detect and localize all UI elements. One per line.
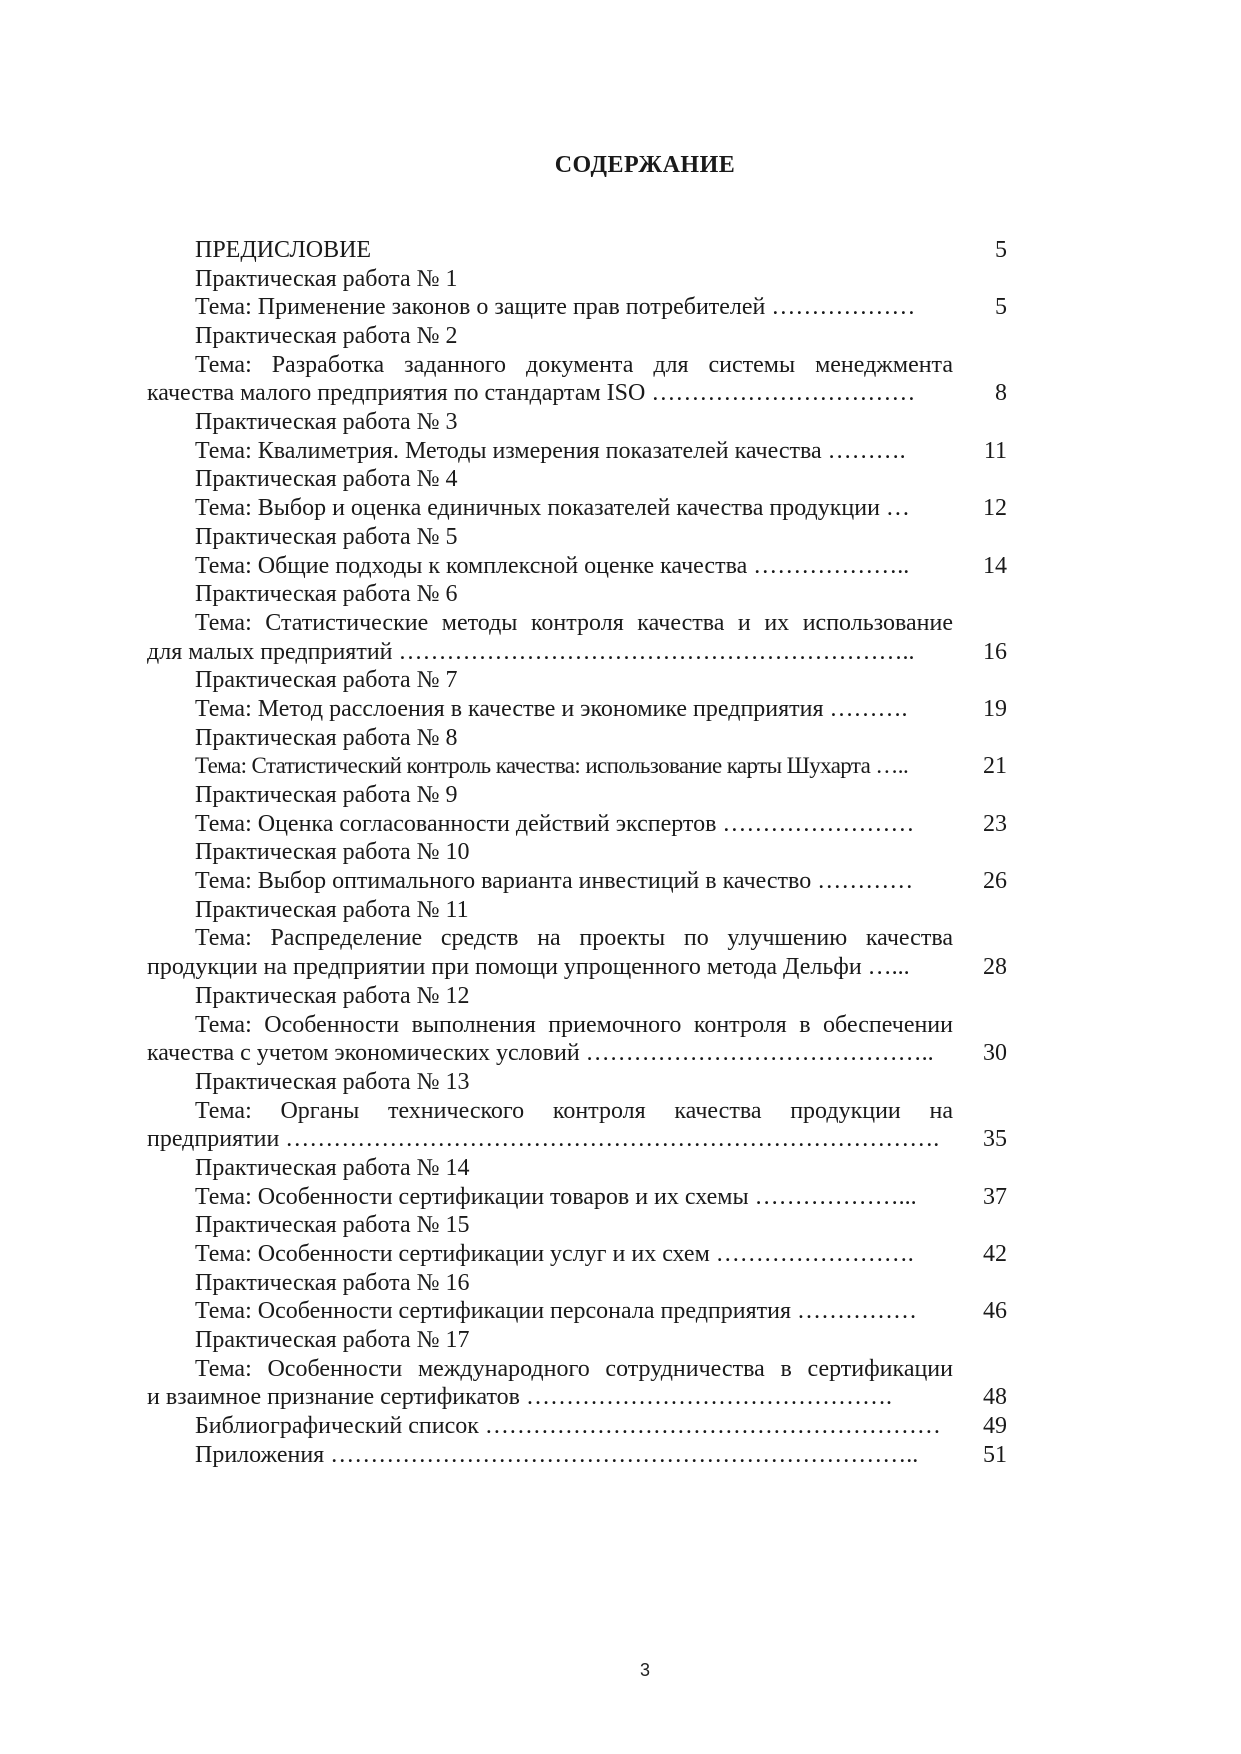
toc-page-number: 14 — [983, 552, 1007, 579]
toc-entry-text: и взаимное признание сертификатов ………………………………………. — [147, 1384, 892, 1411]
toc-entry[interactable] — [147, 1039, 1007, 1068]
toc-entry-text: Практическая работа № 7 — [195, 667, 458, 694]
table-of-contents — [147, 236, 1007, 1470]
toc-entry-text: Тема: Особенности международного сотрудничества в сертификации — [195, 1355, 953, 1382]
toc-entry-text: Практическая работа № 14 — [195, 1154, 470, 1181]
toc-entry[interactable] — [147, 1154, 1007, 1183]
toc-entry[interactable] — [147, 1240, 1007, 1269]
toc-page-number: 30 — [983, 1040, 1007, 1067]
toc-entry-text: Тема: Статистический контроль качества: использование карты Шухарта ….. — [195, 753, 909, 779]
toc-page-number: 49 — [983, 1413, 1007, 1440]
toc-entry-text: Тема: Метод расслоения в качестве и экономике предприятия ………. — [195, 695, 908, 722]
toc-entry[interactable] — [147, 666, 1007, 695]
toc-page-number: 8 — [995, 380, 1007, 407]
toc-entry-text: продукции на предприятии при помощи упрощенного метода Дельфи …... — [147, 954, 910, 981]
toc-entry[interactable] — [147, 1211, 1007, 1240]
toc-entry-text: Тема: Выбор оптимального варианта инвестиций в качество ………… — [195, 868, 914, 895]
toc-entry-text: предприятии ………………………………………………………………………. — [147, 1126, 940, 1153]
toc-page-number: 42 — [983, 1241, 1007, 1268]
toc-entry-text: Тема: Особенности сертификации услуг и их схем ……………………. — [195, 1241, 914, 1268]
toc-entry[interactable] — [147, 1384, 1007, 1413]
toc-page-number: 5 — [995, 294, 1007, 321]
toc-entry-text: Тема: Выбор и оценка единичных показателей качества продукции … — [195, 495, 910, 522]
toc-entry-text: ПРЕДИСЛОВИЕ — [195, 236, 372, 263]
toc-entry[interactable] — [147, 867, 1007, 896]
page-number: 3 — [639, 1660, 650, 1680]
toc-page-number: 46 — [983, 1298, 1007, 1325]
toc-entry-text: Практическая работа № 9 — [195, 782, 458, 809]
toc-entry-text: качества малого предприятия по стандартам ISO …………………………… — [147, 380, 916, 407]
toc-entry[interactable] — [147, 580, 1007, 609]
toc-page-number: 51 — [983, 1441, 1007, 1468]
toc-entry-text: Практическая работа № 8 — [195, 724, 458, 751]
toc-entry-text: Практическая работа № 2 — [195, 323, 458, 350]
toc-entry[interactable] — [147, 1297, 1007, 1326]
toc-entry-text: Практическая работа № 17 — [195, 1327, 470, 1354]
toc-entry-text: Тема: Оценка согласованности действий экспертов …………………… — [195, 810, 915, 837]
toc-entry-text: Практическая работа № 13 — [195, 1068, 470, 1095]
toc-page-number: 28 — [983, 954, 1007, 981]
toc-entry-text: Тема: Статистические методы контроля качества и их использование — [195, 609, 953, 636]
toc-entry-text: Практическая работа № 10 — [195, 839, 470, 866]
toc-page-number: 23 — [983, 810, 1007, 837]
toc-entry-text: Практическая работа № 15 — [195, 1212, 470, 1239]
toc-page-number: 5 — [995, 236, 1007, 263]
toc-page-number: 19 — [983, 695, 1007, 722]
toc-entry[interactable] — [147, 322, 1007, 351]
toc-entry[interactable] — [147, 695, 1007, 724]
page-title: СОДЕРЖАНИЕ — [554, 152, 736, 178]
toc-entry-text: Тема: Разработка заданного документа для системы менеджмента — [195, 351, 953, 378]
toc-entry-text: Тема: Распределение средств на проекты по улучшению качества — [195, 925, 953, 952]
toc-entry[interactable] — [147, 810, 1007, 839]
toc-entry[interactable] — [147, 1441, 1007, 1470]
toc-entry-text: Практическая работа № 11 — [195, 896, 469, 923]
toc-entry[interactable] — [147, 982, 1007, 1011]
toc-entry-text: Практическая работа № 4 — [195, 466, 458, 493]
toc-entry-text: для малых предприятий ……………………………………………………….. — [147, 638, 915, 665]
toc-page-number: 35 — [983, 1126, 1007, 1153]
toc-entry[interactable] — [147, 1011, 1007, 1040]
toc-entry[interactable] — [147, 1269, 1007, 1298]
toc-entry[interactable] — [147, 351, 1007, 380]
toc-entry[interactable] — [147, 293, 1007, 322]
toc-entry[interactable] — [147, 466, 1007, 495]
toc-entry[interactable] — [147, 379, 1007, 408]
toc-entry[interactable] — [147, 925, 1007, 954]
toc-entry-text: Тема: Общие подходы к комплексной оценке качества ……………….. — [195, 552, 910, 579]
toc-entry[interactable] — [147, 724, 1007, 753]
toc-entry[interactable] — [147, 838, 1007, 867]
toc-entry[interactable] — [147, 1412, 1007, 1441]
toc-page-number: 12 — [983, 495, 1007, 522]
toc-entry-text: Практическая работа № 3 — [195, 409, 458, 436]
toc-entry-text: Библиографический список ………………………………………………… — [195, 1413, 941, 1440]
toc-entry[interactable] — [147, 1097, 1007, 1126]
toc-page-number: 16 — [983, 638, 1007, 665]
toc-entry[interactable] — [147, 523, 1007, 552]
toc-entry[interactable] — [147, 236, 1007, 265]
toc-entry[interactable] — [147, 752, 1007, 781]
toc-entry-text: Практическая работа № 16 — [195, 1269, 470, 1296]
toc-entry[interactable] — [147, 265, 1007, 294]
toc-entry[interactable] — [147, 408, 1007, 437]
toc-entry-text: Практическая работа № 1 — [195, 265, 458, 292]
toc-entry[interactable] — [147, 1183, 1007, 1212]
toc-entry-text: Тема: Квалиметрия. Методы измерения показателей качества ………. — [195, 437, 906, 464]
toc-page-number: 26 — [983, 868, 1007, 895]
toc-entry[interactable] — [147, 494, 1007, 523]
toc-entry[interactable] — [147, 437, 1007, 466]
toc-entry[interactable] — [147, 953, 1007, 982]
toc-entry[interactable] — [147, 1125, 1007, 1154]
toc-entry-text: Тема: Органы технического контроля качества продукции на — [195, 1097, 953, 1124]
toc-entry[interactable] — [147, 638, 1007, 667]
toc-entry-text: Тема: Особенности сертификации товаров и их схемы ………………... — [195, 1183, 917, 1210]
toc-entry-text: Приложения ……………………………………………………………….. — [195, 1441, 919, 1468]
toc-entry-text: Тема: Особенности сертификации персонала предприятия …………… — [195, 1298, 918, 1325]
toc-entry-text: Тема: Применение законов о защите прав потребителей ……………… — [195, 294, 916, 321]
toc-entry[interactable] — [147, 609, 1007, 638]
toc-page-number: 21 — [983, 753, 1007, 780]
toc-entry[interactable] — [147, 1355, 1007, 1384]
toc-entry-text: Тема: Особенности выполнения приемочного контроля в обеспечении — [195, 1011, 953, 1038]
toc-entry[interactable] — [147, 896, 1007, 925]
toc-entry-text: Практическая работа № 6 — [195, 581, 458, 608]
toc-entry[interactable] — [147, 781, 1007, 810]
toc-page-number: 48 — [983, 1384, 1007, 1411]
toc-entry-text: качества с учетом экономических условий …………………………………….. — [147, 1040, 934, 1067]
toc-entry-text: Практическая работа № 12 — [195, 982, 470, 1009]
toc-entry[interactable] — [147, 1326, 1007, 1355]
toc-page-number: 37 — [983, 1183, 1007, 1210]
toc-entry[interactable] — [147, 1068, 1007, 1097]
toc-entry[interactable] — [147, 552, 1007, 581]
toc-entry-text: Практическая работа № 5 — [195, 523, 458, 550]
toc-page-number: 11 — [983, 437, 1007, 464]
